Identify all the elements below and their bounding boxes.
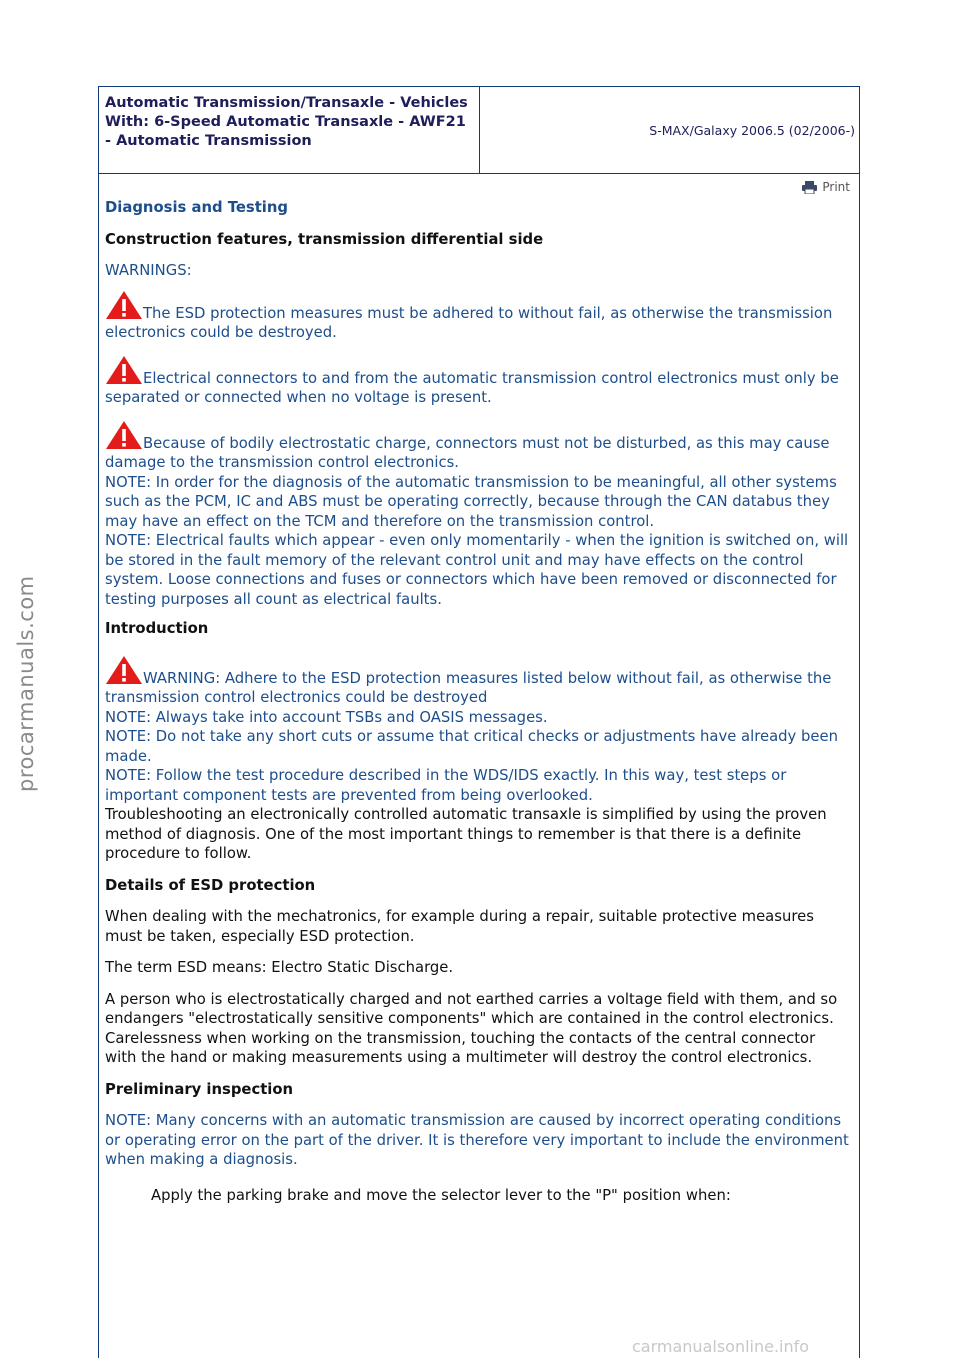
print-label: Print	[822, 180, 850, 194]
side-watermark: procarmanuals.com	[14, 575, 38, 792]
warning-triangle-icon	[105, 655, 143, 685]
bottom-watermark: carmanualsonline.info	[632, 1337, 810, 1356]
subtitle: Construction features, transmission differential side	[105, 230, 544, 248]
warning-triangle-icon	[105, 420, 143, 450]
prelim-heading: Preliminary inspection	[105, 1080, 294, 1098]
esd-paragraph: When dealing with the mechatronics, for example during a repair, suitable protective measures must be taken, especially ESD protection.	[105, 908, 814, 945]
document-header	[99, 87, 859, 174]
document-title: Automatic Transmission/Transaxle - Vehicles With: 6-Speed Automatic Transaxle - AWF21 - Automatic Transmission	[99, 87, 480, 173]
model-label	[480, 87, 859, 173]
warning-item: Because of bodily electrostatic charge, connectors must not be disturbed, as this may cause damage to the transmission control electronics.	[105, 420, 850, 473]
warning-item: The ESD protection measures must be adhered to without fail, as otherwise the transmission electronics could be destroyed.	[105, 290, 850, 343]
note: NOTE: Follow the test procedure described in the WDS/IDS exactly. In this way, test steps or important component tests are prevented from being overlooked.	[105, 767, 787, 804]
print-button[interactable]	[802, 180, 850, 194]
note: NOTE: Electrical faults which appear - even only momentarily - when the ignition is switched on, will be stored in the fault memory of the relevant control unit and may have effects on the control system. Loose connections and fuses or connectors which have been removed or disconnected for testing purposes all count as electrical faults.	[105, 532, 849, 608]
intro-heading: Introduction	[105, 620, 209, 637]
printer-icon	[802, 181, 817, 194]
section-title: Diagnosis and Testing	[105, 199, 288, 216]
prelim-text: Apply the parking brake and move the selector lever to the "P" position when:	[151, 1186, 731, 1204]
note: NOTE: In order for the diagnosis of the automatic transmission to be meaningful, all other systems such as the PCM, IC and ABS must be operating correctly, because through the CAN databus they may have an effect on the TCM and therefore on the transmission control.	[105, 473, 837, 530]
model-text: S-MAX/Galaxy 2006.5 (02/2006-)	[649, 122, 855, 138]
intro-text: Troubleshooting an electronically controlled automatic transaxle is simplified by using the proven method of diagnosis. One of the most important things to remember is that there is a definite procedure to follow.	[105, 806, 827, 862]
esd-heading: Details of ESD protection	[105, 876, 316, 894]
esd-paragraph: The term ESD means: Electro Static Discharge.	[105, 959, 454, 976]
document-frame	[98, 86, 860, 1358]
note: NOTE: Do not take any short cuts or assume that critical checks or adjustments have already been made.	[105, 728, 838, 765]
warning-item: Electrical connectors to and from the automatic transmission control electronics must only be separated or connected when no voltage is present.	[105, 355, 850, 408]
warning-triangle-icon	[105, 290, 143, 320]
document-content	[99, 174, 859, 1205]
warnings-label: WARNINGS:	[105, 262, 192, 279]
warning-triangle-icon	[105, 355, 143, 385]
esd-paragraph: A person who is electrostatically charged and not earthed carries a voltage field with them, and so endangers "electrostatically sensitive components" which are contained in the control electronics. Carelessness when working on the transmission, touching the contacts of the central connector with the hand or making measurements using a multimeter will destroy the control electronics.	[105, 990, 838, 1066]
warning-item: WARNING: Adhere to the ESD protection measures listed below without fail, as otherwise the transmission control electronics could be destroyed	[105, 655, 850, 708]
note: NOTE: Always take into account TSBs and OASIS messages.	[105, 708, 548, 726]
prelim-note: NOTE: Many concerns with an automatic transmission are caused by incorrect operating conditions or operating error on the part of the driver. It is therefore very important to include the environment when making a diagnosis.	[105, 1112, 849, 1168]
